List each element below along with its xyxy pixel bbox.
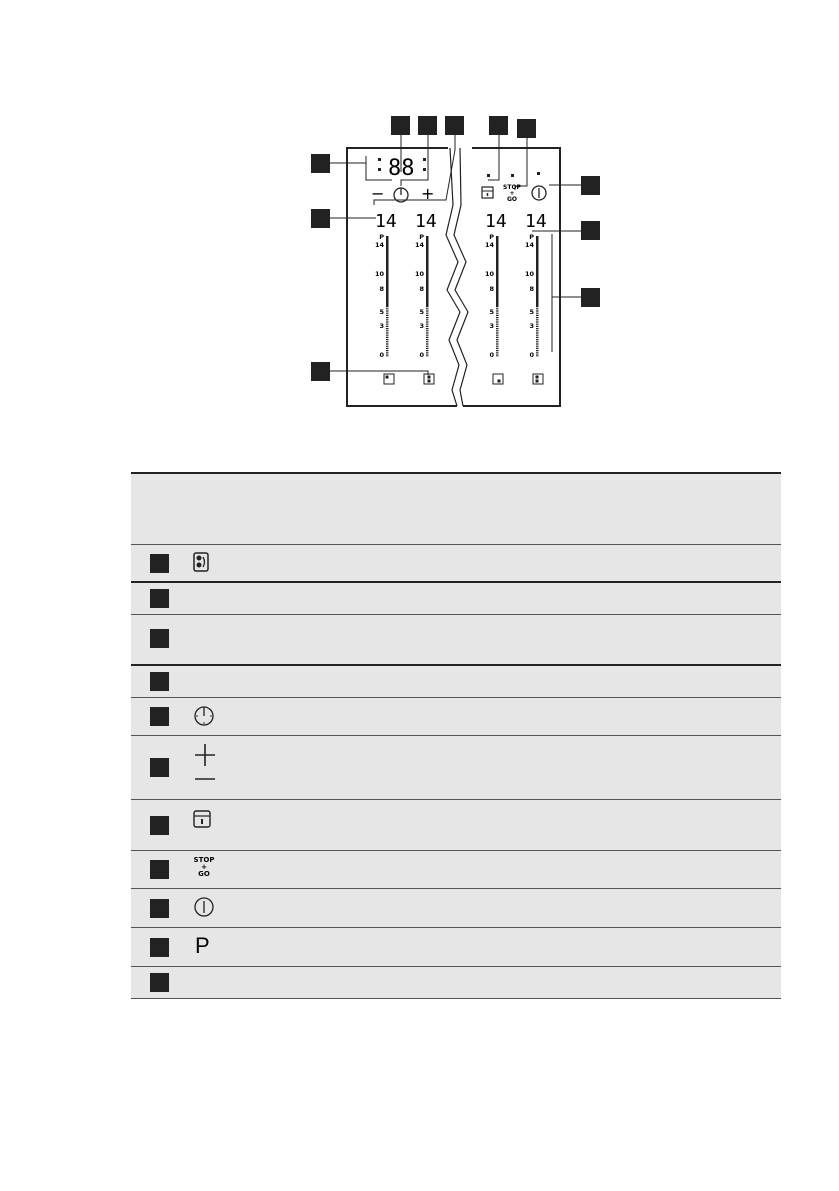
callout-box (489, 116, 508, 135)
panel-break (446, 148, 468, 406)
power-scale-label: 8 (419, 285, 424, 293)
row-number-box (150, 816, 169, 835)
power-scale-label: 14 (374, 241, 384, 249)
power-icon (193, 896, 215, 918)
power-scale-label: 8 (489, 285, 494, 293)
bridge-zone-icon (193, 552, 209, 572)
table-row (131, 697, 781, 735)
callout-box (311, 209, 330, 228)
zone-display: 14 (525, 211, 547, 232)
power-scale-label: 3 (419, 322, 424, 330)
lock-icon[interactable] (482, 187, 493, 198)
zone-display: 14 (485, 211, 507, 232)
power-scale-label: 3 (489, 322, 494, 330)
power-icon[interactable] (532, 186, 546, 200)
table-row (131, 799, 781, 850)
callout-boxes (311, 116, 600, 381)
power-boost-icon: P (195, 933, 210, 958)
power-scale-label: P (419, 233, 424, 241)
row-number-box (150, 899, 169, 918)
power-scale-label: 10 (374, 270, 384, 278)
svg-text:+: + (509, 190, 515, 197)
stop-go-indicator (511, 174, 514, 177)
power-scale-label: 5 (489, 308, 494, 316)
power-scale-label: 14 (414, 241, 424, 249)
row-number-box (150, 860, 169, 879)
power-scale-label: P (529, 233, 534, 241)
lock-icon (193, 810, 211, 828)
power-scale-label: 10 (484, 270, 494, 278)
stop-go-icon: STOP + GO (193, 856, 215, 878)
table-row (131, 544, 781, 581)
table-row (131, 927, 781, 966)
svg-text:GO: GO (506, 196, 518, 203)
power-slider-solid[interactable] (496, 236, 499, 306)
power-scale-label: 0 (529, 351, 534, 359)
row-number-box (150, 938, 169, 957)
power-slider-solid[interactable] (386, 236, 389, 306)
power-scale-label: P (379, 233, 384, 241)
power-scale-label: 10 (414, 270, 424, 278)
power-scale-label: 14 (484, 241, 494, 249)
callout-box (391, 116, 410, 135)
power-slider-solid[interactable] (536, 236, 539, 306)
power-scale-label: 5 (529, 308, 534, 316)
callout-box (581, 176, 600, 195)
sensor-field-table (131, 472, 781, 999)
power-scale-label: 8 (529, 285, 534, 293)
callout-box (517, 119, 536, 138)
control-panel-diagram (0, 0, 839, 470)
row-number-box (150, 554, 169, 573)
power-scale-label: 3 (529, 322, 534, 330)
table-row (131, 735, 781, 799)
callout-box (581, 288, 600, 307)
power-scale-label: 5 (379, 308, 384, 316)
stop-go-sensor[interactable] (503, 184, 522, 203)
power-scale-label: 5 (419, 308, 424, 316)
svg-text:STOP: STOP (503, 184, 521, 191)
plus-minus-icon (193, 741, 217, 789)
power-scale-label: 10 (524, 270, 534, 278)
power-indicator (537, 172, 540, 175)
zone-display: 14 (415, 211, 437, 232)
power-scale-label: 8 (379, 285, 384, 293)
power-scale-label: 3 (379, 322, 384, 330)
row-number-box (150, 589, 169, 608)
callout-box (418, 116, 437, 135)
lock-indicator (487, 174, 490, 177)
power-scale-label: 0 (379, 351, 384, 359)
power-slider-solid[interactable] (426, 236, 429, 306)
table-header (131, 472, 781, 544)
zone-display: 14 (375, 211, 397, 232)
power-scale-label: 0 (489, 351, 494, 359)
callout-box (311, 362, 330, 381)
table-row (131, 888, 781, 927)
row-number-box (150, 629, 169, 648)
table-row (131, 581, 781, 614)
row-number-box (150, 758, 169, 777)
timer-display: 88 (388, 156, 415, 181)
row-number-box (150, 672, 169, 691)
minus-sensor[interactable]: − (371, 184, 385, 203)
power-scale-label: 0 (419, 351, 424, 359)
row-number-box (150, 707, 169, 726)
callout-box (311, 154, 330, 173)
row-number-box (150, 973, 169, 992)
table-row (131, 966, 781, 999)
plus-sensor[interactable]: + (421, 184, 435, 203)
table-row (131, 850, 781, 888)
table-row (131, 664, 781, 697)
callout-box (445, 116, 464, 135)
callout-box (581, 221, 600, 240)
power-scale-label: P (489, 233, 494, 241)
table-row (131, 614, 781, 664)
timer-icon (193, 705, 215, 727)
power-scale-label: 14 (524, 241, 534, 249)
